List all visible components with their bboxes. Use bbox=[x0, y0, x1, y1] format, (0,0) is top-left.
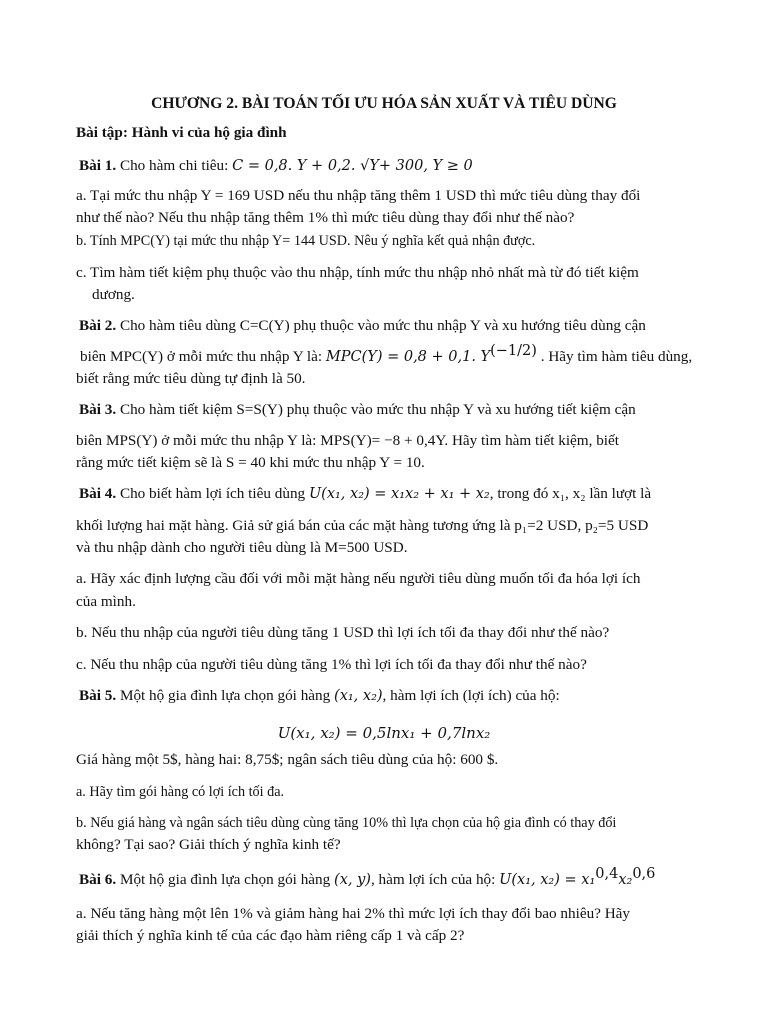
bai5-line2: Giá hàng một 5$, hàng hai: 8,75$; ngân sách tiêu dùng của hộ: 600 $. bbox=[76, 751, 499, 768]
bai4-line2: khối lượng hai mặt hàng. Giả sử giá bán của các mặt hàng tương ứng là p₁=2 USD, p₂=5 USD bbox=[76, 517, 649, 534]
bai6-exponent1: 0,4 bbox=[595, 865, 619, 882]
bai2-text1: Cho hàm tiêu dùng C=C(Y) phụ thuộc vào mức thu nhập Y và xu hướng tiêu dùng cận bbox=[119, 317, 646, 334]
bai6-exponent2: 0,6 bbox=[632, 865, 656, 882]
bai3-text1: Cho hàm tiết kiệm S=S(Y) phụ thuộc vào mức thu nhập Y và xu hướng tiết kiệm cận bbox=[119, 401, 636, 418]
bai5-formula: U(x₁, x₂) = 0,5lnx₁ + 0,7lnx₂ bbox=[277, 724, 491, 742]
bai2-exponent: (−1/2) bbox=[490, 342, 537, 359]
bai2-line2 bbox=[80, 342, 693, 367]
bai6-line1 bbox=[79, 865, 656, 890]
page-title: CHƯƠNG 2. BÀI TOÁN TỐI ƯU HÓA SẢN XUẤT VÀ TIÊU DÙNG bbox=[151, 95, 617, 112]
bai1-c-line2: dương. bbox=[92, 286, 135, 303]
bai6-text1a: Một hộ gia đình lựa chọn gói hàng bbox=[119, 871, 331, 888]
bai4-text1b: , trong đó x₁, x₂ lần lượt là bbox=[489, 485, 652, 502]
bai1-formula: C = 0,8. Y + 0,2. √Y+ 300, Y ≥ 0 bbox=[232, 158, 473, 174]
bai5-a: a. Hãy tìm gói hàng có lợi ích tối đa. bbox=[76, 784, 285, 800]
bai4-formula: U(x₁, x₂) = x₁x₂ + x₁ + x₂ bbox=[308, 486, 490, 502]
bai1-line1 bbox=[79, 156, 473, 176]
bai1-a-line2: như thế nào? Nếu thu nhập tăng thêm 1% thì mức tiêu dùng thay đổi như thế nào? bbox=[76, 209, 575, 226]
bai3-label: Bài 3. bbox=[79, 401, 117, 418]
bai4-a-line1: a. Hãy xác định lượng cầu đối với mỗi mặt hàng nếu người tiêu dùng muốn tối đa hóa lợi ích bbox=[76, 570, 641, 587]
bai5-line1 bbox=[79, 686, 560, 706]
bai2-line3: biết rằng mức tiêu dùng tự định là 50. bbox=[76, 370, 306, 387]
bai5-text1b: , hàm lợi ích (lợi ích) của hộ: bbox=[382, 687, 560, 704]
bai3-line1 bbox=[79, 400, 636, 420]
bai4-text1a: Cho biết hàm lợi ích tiêu dùng bbox=[119, 485, 306, 502]
bai6-formula: U(x₁, x₂) = x₁ bbox=[499, 872, 596, 888]
bai5-b-line1: b. Nếu giá hàng và ngân sách tiêu dùng cùng tăng 10% thì lựa chọn của hộ gia đình có thay đổi bbox=[76, 815, 617, 831]
bai4-b: b. Nếu thu nhập của người tiêu dùng tăng 1 USD thì lợi ích tối đa thay đổi như thế nào? bbox=[76, 624, 610, 641]
bai6-a-line2: giải thích ý nghĩa kinh tế của các đạo hàm riêng cấp 1 và cấp 2? bbox=[76, 927, 465, 944]
bai1-b: b. Tính MPC(Y) tại mức thu nhập Y= 144 USD. Nêu ý nghĩa kết quả nhận được. bbox=[76, 233, 536, 249]
bai5-text1a: Một hộ gia đình lựa chọn gói hàng bbox=[119, 687, 331, 704]
bai4-c: c. Nếu thu nhập của người tiêu dùng tăng 1% thì lợi ích tối đa thay đổi như thế nào? bbox=[76, 656, 587, 673]
bai2-text2a: biên MPC(Y) ở mỗi mức thu nhập Y là: bbox=[80, 348, 323, 365]
bai3-line2: biên MPS(Y) ở mỗi mức thu nhập Y là: MPS(Y)= −8 + 0,4Y. Hãy tìm hàm tiết kiệm, biết bbox=[76, 432, 619, 449]
bai4-line1 bbox=[79, 484, 651, 504]
bai6-label: Bài 6. bbox=[79, 871, 117, 888]
bai2-line1 bbox=[79, 316, 646, 336]
bai6-bundle: (x, y) bbox=[334, 872, 371, 888]
bai5-label: Bài 5. bbox=[79, 687, 117, 704]
bai1-label: Bài 1. bbox=[79, 157, 117, 174]
bai6-a-line1: a. Nếu tăng hàng một lên 1% và giảm hàng hai 2% thì mức lợi ích thay đổi bao nhiêu? Hãy bbox=[76, 905, 631, 922]
bai1-a-line1: a. Tại mức thu nhập Y = 169 USD nếu thu nhập tăng thêm 1 USD thì mức tiêu dùng thay đổi bbox=[76, 187, 641, 204]
bai2-formula: MPC(Y) = 0,8 + 0,1. Y bbox=[325, 349, 491, 365]
bai5-b-line2: không? Tại sao? Giải thích ý nghĩa kinh tế? bbox=[76, 836, 341, 853]
bai3-line3: rằng mức tiết kiệm sẽ là S = 40 khi mức thu nhập Y = 10. bbox=[76, 454, 425, 471]
bai1-c-line1: c. Tìm hàm tiết kiệm phụ thuộc vào thu nhập, tính mức thu nhập nhỏ nhất mà từ đó tiết kiệm bbox=[76, 264, 639, 281]
bai6-text1b: , hàm lợi ích của hộ: bbox=[370, 871, 496, 888]
bai2-text2b: . Hãy tìm hàm tiêu dùng, bbox=[540, 348, 693, 365]
bai2-label: Bài 2. bbox=[79, 317, 117, 334]
section-subtitle: Bài tập: Hành vi của hộ gia đình bbox=[76, 124, 287, 141]
bai5-bundle: (x₁, x₂) bbox=[334, 688, 383, 704]
bai6-formula2: x₂ bbox=[618, 872, 633, 888]
bai1-intro: Cho hàm chi tiêu: bbox=[119, 157, 229, 174]
bai4-a-line2: của mình. bbox=[76, 593, 136, 610]
bai4-label: Bài 4. bbox=[79, 485, 117, 502]
bai4-line3: và thu nhập dành cho người tiêu dùng là M=500 USD. bbox=[76, 539, 408, 556]
